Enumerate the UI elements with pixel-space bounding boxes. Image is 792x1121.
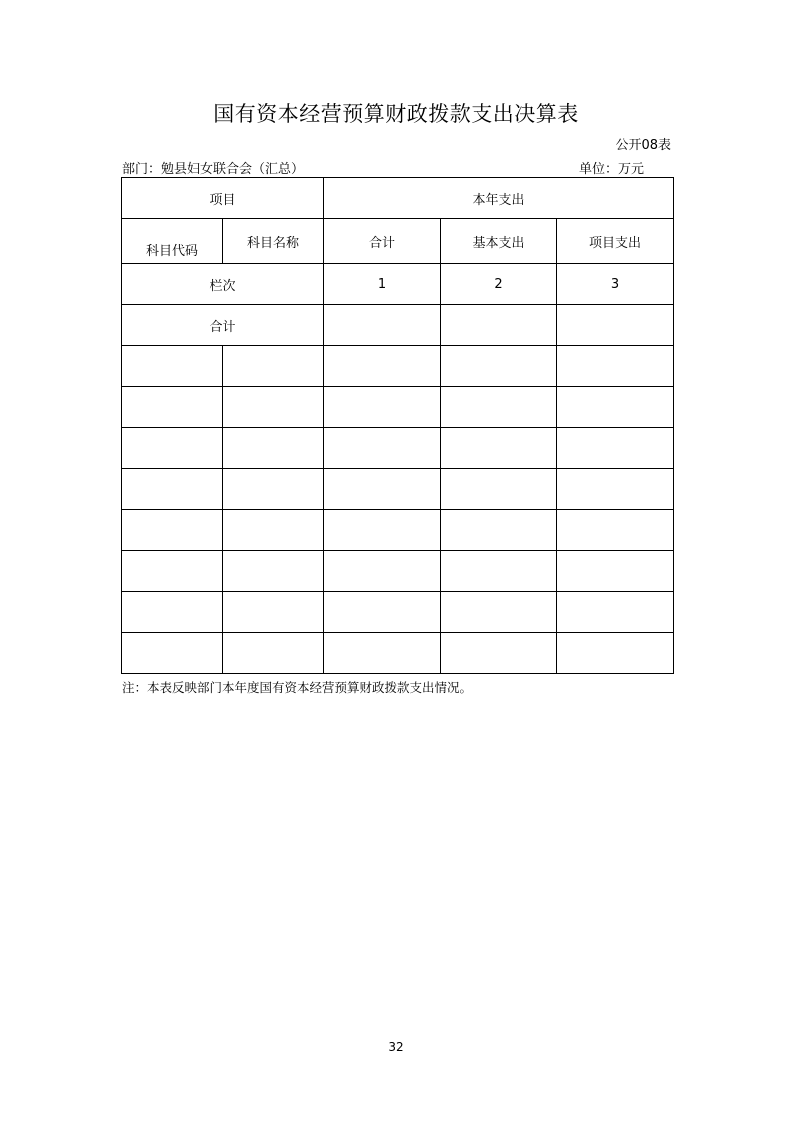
table-cell xyxy=(122,551,223,592)
table-header-row-1 xyxy=(122,178,674,219)
table-cell xyxy=(223,592,324,633)
table-cell xyxy=(122,387,223,428)
table-cell xyxy=(122,469,223,510)
table-row xyxy=(122,387,674,428)
table-row xyxy=(122,551,674,592)
column-number-1: 1 xyxy=(324,264,441,305)
column-number-row xyxy=(122,264,674,305)
unit-label: 单位：万元 xyxy=(579,162,645,177)
table-cell xyxy=(122,346,223,387)
page-number: 32 xyxy=(388,1040,404,1054)
table-row xyxy=(122,469,674,510)
table-cell xyxy=(441,305,557,346)
header-year-expense: 本年支出 xyxy=(324,178,674,219)
table-cell xyxy=(223,551,324,592)
table-cell xyxy=(324,633,441,674)
table-cell xyxy=(223,469,324,510)
form-code: 公开08表 xyxy=(615,138,671,153)
table-row xyxy=(122,346,674,387)
table-cell xyxy=(122,592,223,633)
table-row xyxy=(122,428,674,469)
table-cell xyxy=(324,592,441,633)
table-cell xyxy=(324,510,441,551)
table-row xyxy=(122,592,674,633)
table-cell xyxy=(324,346,441,387)
table-cell xyxy=(441,346,557,387)
table-cell xyxy=(324,305,441,346)
table-cell xyxy=(324,469,441,510)
table-cell xyxy=(557,592,674,633)
table-cell xyxy=(557,305,674,346)
table-cell xyxy=(122,510,223,551)
header-project-expense: 项目支出 xyxy=(557,219,674,264)
table-cell xyxy=(557,346,674,387)
table-cell xyxy=(441,428,557,469)
total-row xyxy=(122,305,674,346)
table-cell xyxy=(441,387,557,428)
expense-table xyxy=(121,177,674,674)
table-cell xyxy=(122,428,223,469)
table-cell xyxy=(223,428,324,469)
table-cell xyxy=(223,346,324,387)
header-basic-expense: 基本支出 xyxy=(441,219,557,264)
header-item: 项目 xyxy=(122,178,324,219)
column-number-2: 2 xyxy=(441,264,557,305)
footnote: 注：本表反映部门本年度国有资本经营预算财政拨款支出情况。 xyxy=(122,680,473,695)
table-cell xyxy=(324,551,441,592)
table-cell xyxy=(441,551,557,592)
table-row xyxy=(122,510,674,551)
table-cell xyxy=(557,428,674,469)
table-cell xyxy=(324,387,441,428)
table-cell xyxy=(441,469,557,510)
table-cell xyxy=(557,551,674,592)
header-subject-code: 科目代码 xyxy=(122,219,223,264)
table-cell xyxy=(441,592,557,633)
department-label: 部门：勉县妇女联合会（汇总） xyxy=(122,162,305,177)
table-cell xyxy=(324,428,441,469)
column-number-label: 栏次 xyxy=(122,264,324,305)
table-header-row-2 xyxy=(122,219,674,264)
header-subject-name: 科目名称 xyxy=(223,219,324,264)
table-cell xyxy=(557,387,674,428)
table-cell xyxy=(557,469,674,510)
document-title: 国有资本经营预算财政拨款支出决算表 xyxy=(213,102,579,126)
table-cell xyxy=(223,387,324,428)
table-cell xyxy=(557,510,674,551)
table-cell xyxy=(122,633,223,674)
table-row xyxy=(122,633,674,674)
table-cell xyxy=(223,633,324,674)
table-cell xyxy=(441,510,557,551)
column-number-3: 3 xyxy=(557,264,674,305)
table-cell xyxy=(441,633,557,674)
total-row-label: 合计 xyxy=(122,305,324,346)
table-cell xyxy=(557,633,674,674)
table-cell xyxy=(223,510,324,551)
header-total: 合计 xyxy=(324,219,441,264)
